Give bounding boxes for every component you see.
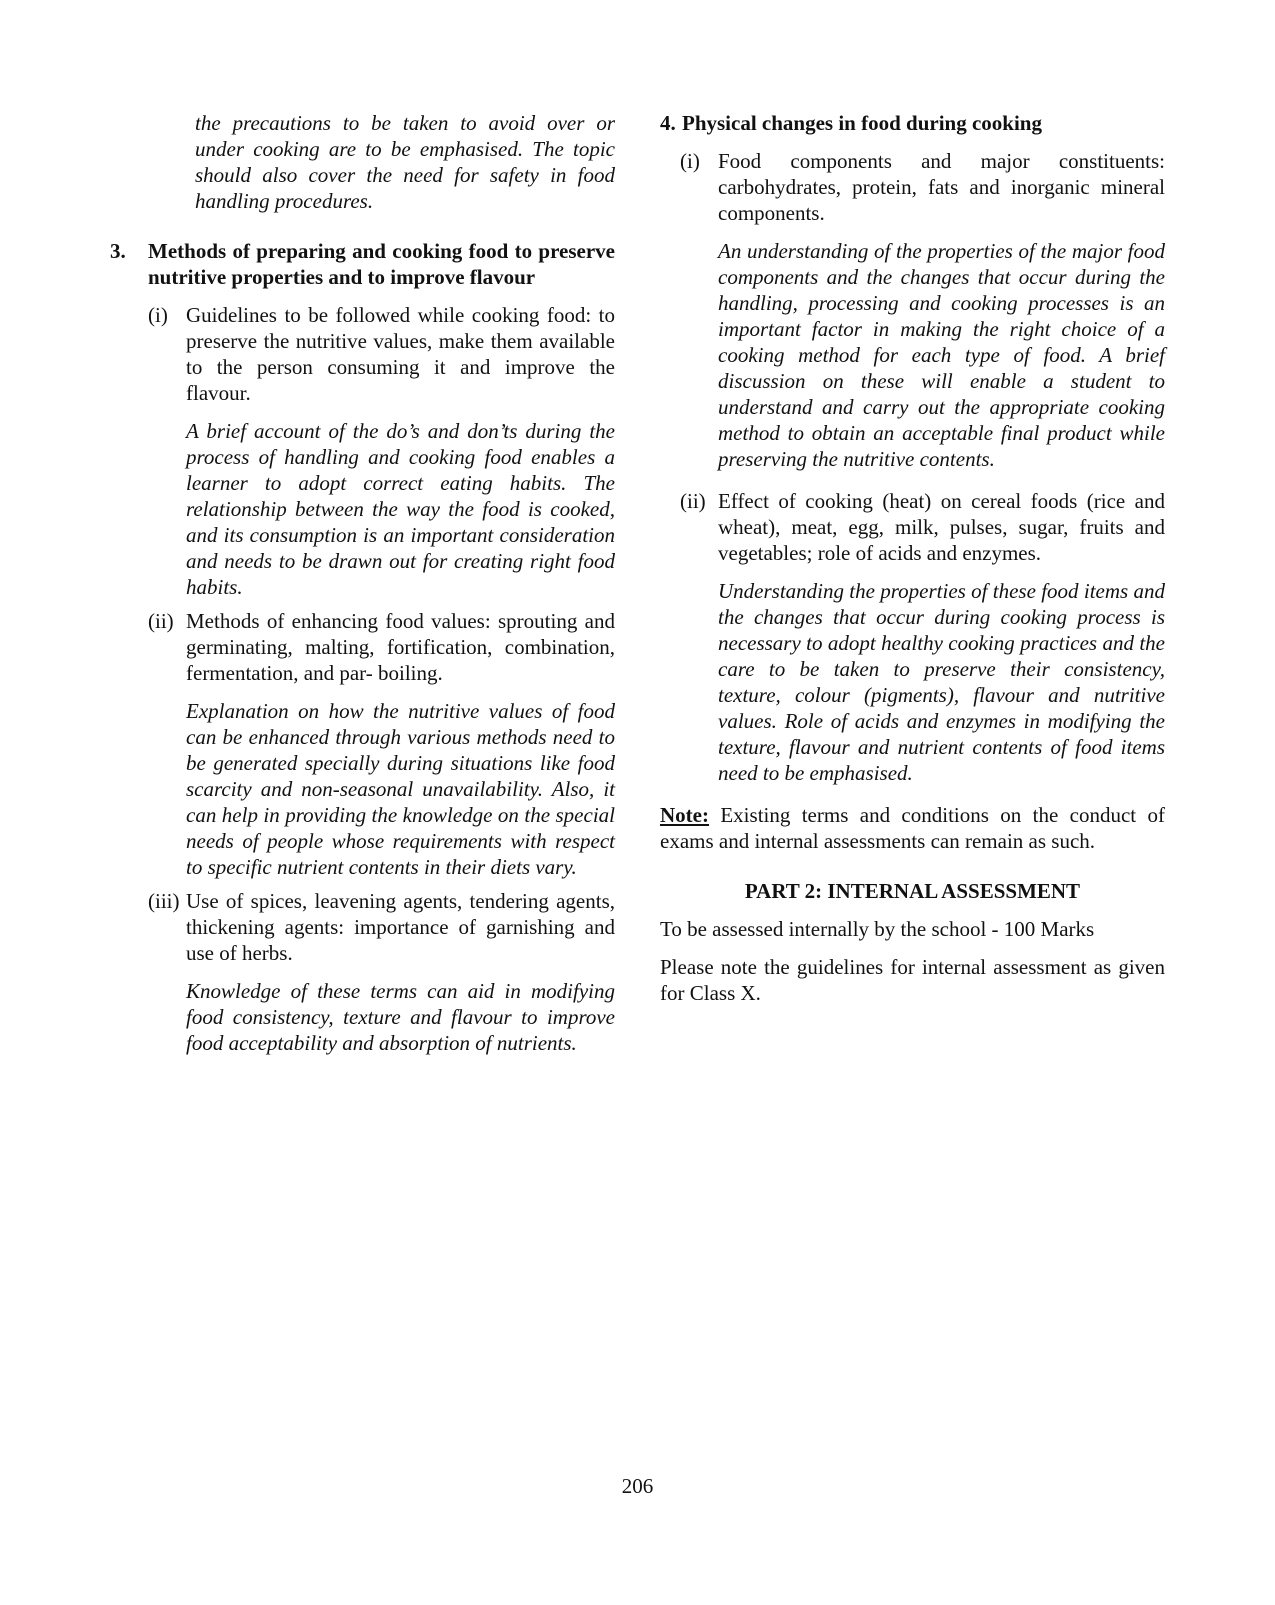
right-column	[660, 110, 1165, 1006]
item-numeral: (i)	[148, 303, 168, 327]
item-text: Food components and major constituents: carbohydrates, protein, fats and inorganic mineral components.	[718, 149, 1165, 225]
item-numeral: (i)	[680, 149, 700, 173]
part-2-heading: PART 2: INTERNAL ASSESSMENT	[744, 879, 1081, 903]
item-text: Guidelines to be followed while cooking food: to preserve the nutritive values, make them available to the person consuming it and improve the flavour.	[186, 303, 615, 405]
section-title: Methods of preparing and cooking food to preserve nutritive properties and to improve flavour	[148, 239, 615, 289]
assessment-guidelines-line: Please note the guidelines for internal assessment as given for Class X.	[660, 955, 1165, 1005]
section-3-item-iii	[148, 888, 615, 966]
note-paragraph	[660, 802, 1165, 854]
item-explanation: Explanation on how the nutritive values of food can be enhanced through various methods need to be generated specially during situations like food scarcity and non-seasonal unavailability. Also, it can help in providing the knowledge on the special needs of people whose requirements with respect to specific nutrient contents in their diets vary.	[186, 699, 615, 879]
item-explanation: Understanding the properties of these food items and the changes that occur during cooking process is necessary to adopt healthy cooking practices and the care to be taken to preserve their consistency, texture, colour (pigments), flavour and nutritive values. Role of acids and enzymes in modifying the texture, flavour and nutrient contents of food items need to be emphasised.	[718, 579, 1165, 785]
item-numeral: (iii)	[148, 889, 180, 913]
item-numeral: (ii)	[148, 609, 174, 633]
item-text: Use of spices, leavening agents, tendering agents, thickening agents: importance of garnishing and use of herbs.	[186, 889, 615, 965]
section-title: Physical changes in food during cooking	[682, 111, 1042, 135]
item-text: Methods of enhancing food values: sprouting and germinating, malting, fortification, combination, fermentation, and par- boiling.	[186, 609, 615, 685]
note-text: Existing terms and conditions on the conduct of exams and internal assessments can remain as such.	[660, 803, 1166, 853]
section-3-heading	[110, 238, 615, 290]
section-4-item-i	[680, 148, 1165, 226]
left-column	[110, 110, 615, 1056]
intro-continuation: the precautions to be taken to avoid over or under cooking are to be emphasised. The topic should also cover the need for safety in food handling procedures.	[195, 111, 615, 213]
note-label: Note:	[660, 803, 709, 827]
item-numeral: (ii)	[680, 489, 706, 513]
section-3-item-i	[148, 302, 615, 406]
assessment-marks-line: To be assessed internally by the school - 100 Marks	[660, 917, 1095, 941]
page-number: 206	[621, 1474, 654, 1498]
item-text: Effect of cooking (heat) on cereal foods (rice and wheat), meat, egg, milk, pulses, sugar, fruits and vegetables; role of acids and enzymes.	[718, 489, 1165, 565]
section-number: 4.	[660, 111, 676, 135]
item-explanation: Knowledge of these terms can aid in modifying food consistency, texture and flavour to improve food acceptability and absorption of nutrients.	[186, 979, 615, 1055]
section-4-heading	[660, 110, 1165, 136]
section-3-item-ii	[148, 608, 615, 686]
section-number: 3.	[110, 239, 126, 263]
item-explanation: A brief account of the do’s and don’ts during the process of handling and cooking food enables a learner to adopt correct eating habits. The relationship between the way the food is cooked, and its consumption is an important consideration and needs to be drawn out for creating right food habits.	[186, 419, 615, 599]
section-4-item-ii	[680, 488, 1165, 566]
item-explanation: An understanding of the properties of the major food components and the changes that occur during the handling, processing and cooking processes is an important factor in making the right choice of a cooking method for each type of food. A brief discussion on these will enable a student to understand and carry out the appropriate cooking method to obtain an acceptable final product while preserving the nutritive contents.	[718, 239, 1165, 471]
